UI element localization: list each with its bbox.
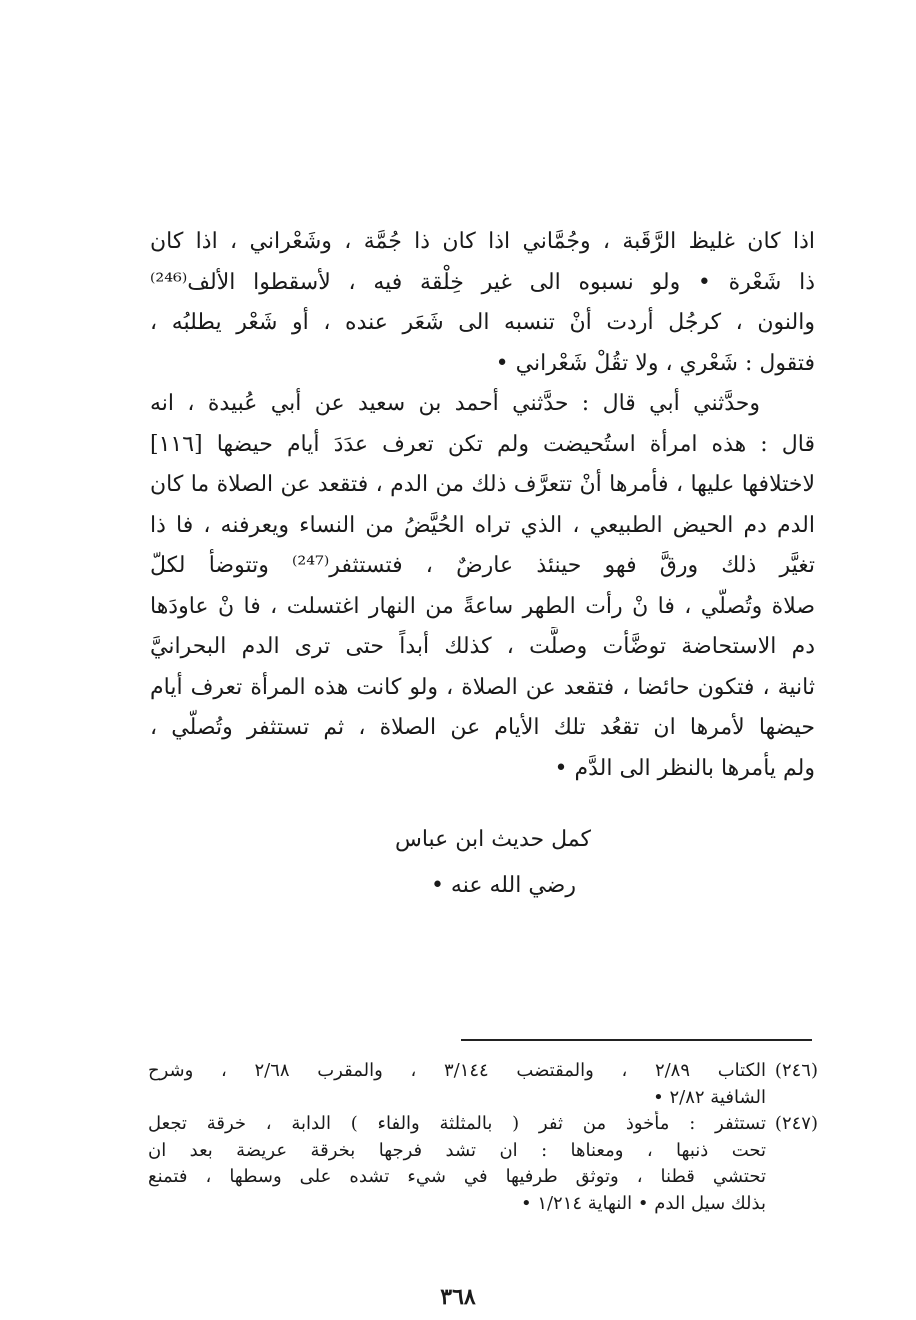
main-text-block — [150, 222, 815, 789]
text-line: قال : هذه امرأة استُحيضت ولم تكن تعرف عدَدَ أيام حيضها [١١٦] — [150, 431, 815, 457]
closing-line-2: رضي الله عنه • — [430, 873, 576, 898]
footnote-line: تحتشي قطنا ، وتوثق طرفيها في شيء تشده على وسطها ، فتمنع — [148, 1166, 766, 1187]
text-line: اذا كان غليظ الرَّقَبة ، وجُمَّاني اذا كان ذا جُمَّة ، وشَعْراني ، اذا كان — [150, 229, 815, 254]
closing-line-1: كمل حديث ابن عباس — [394, 827, 591, 852]
text-line: صلاة وتُصلّي ، فا نْ رأت الطهر ساعةً من النهار اغتسلت ، فا نْ عاودَها — [150, 593, 815, 619]
text-line: حيضها لأمرها ان تقعُد تلك الأيام عن الصلاة ، ثم تستثفر وتُصلّي ، — [150, 715, 815, 740]
footnote-number: (٢٤٦) — [774, 1060, 818, 1081]
text-line: الدم دم الحيض الطبيعي ، الذي تراه الحُيَّضُ من النساء ويعرفنه ، فا ذا — [150, 512, 815, 538]
text-line: فتقول : شَعْري ، ولا تقُلْ شَعْراني • — [495, 350, 815, 376]
footnote-line: الكتاب ٢/٨٩ ، والمقتضب ٣/١٤٤ ، والمقرب ٢/٦٨ ، وشرح — [148, 1060, 766, 1081]
text-line: والنون ، كرجُل أردت أنْ تنسبه الى شَعَر عنده ، أو شَعْر يطلبُه ، — [150, 310, 815, 335]
text-line: تغيَّر ذلك ورقَّ فهو حينئذ عارضٌ ، فتستثفر⁽²⁴⁷⁾ وتتوضأ لكلّ — [150, 553, 815, 578]
text-line: ثانية ، فتكون حائضا ، فتقعد عن الصلاة ، ولو كانت هذه المرأة تعرف أيام — [150, 674, 815, 700]
text-line: وحدَّثني أبي قال : حدَّثني أحمد بن سعيد عن أبي عُبيدة ، انه — [150, 391, 760, 416]
footnote-247 — [148, 1111, 818, 1217]
text-line: لاختلافها عليها ، فأمرها أنْ تتعرَّف ذلك من الدم ، فتقعد عن الصلاة ما كان — [150, 472, 815, 497]
footnote-separator — [461, 1039, 812, 1041]
footnotes-block — [148, 1058, 818, 1217]
footnote-line: الشافية ٢/٨٢ • — [653, 1086, 766, 1108]
footnote-line: تحت ذنبها ، ومعناها : ان تشد فرجها بخرقة عريضة بعد ان — [148, 1139, 766, 1161]
text-line: ذا شَعْرة • ولو نسبوه الى غير خِلْقة فيه ، لأسقطوا الألف⁽²⁴⁶⁾ — [150, 269, 815, 295]
footnote-line: تستثفر : مأخوذ من ثفر ( بالمثلثة والفاء ) الدابة ، خرقة تجعل — [148, 1113, 766, 1134]
page-number: ٣٦٨ — [440, 1284, 476, 1310]
text-line: ولم يأمرها بالنظر الى الدَّم • — [554, 755, 815, 781]
footnote-246 — [148, 1058, 818, 1111]
footnote-line: بذلك سيل الدم • النهاية ١/٢١٤ • — [520, 1192, 766, 1214]
text-line: دم الاستحاضة توضَّأت وصلَّت ، كذلك أبداً حتى ترى الدم البحرانيَّ — [150, 634, 815, 659]
footnote-number: (٢٤٧) — [774, 1113, 818, 1134]
